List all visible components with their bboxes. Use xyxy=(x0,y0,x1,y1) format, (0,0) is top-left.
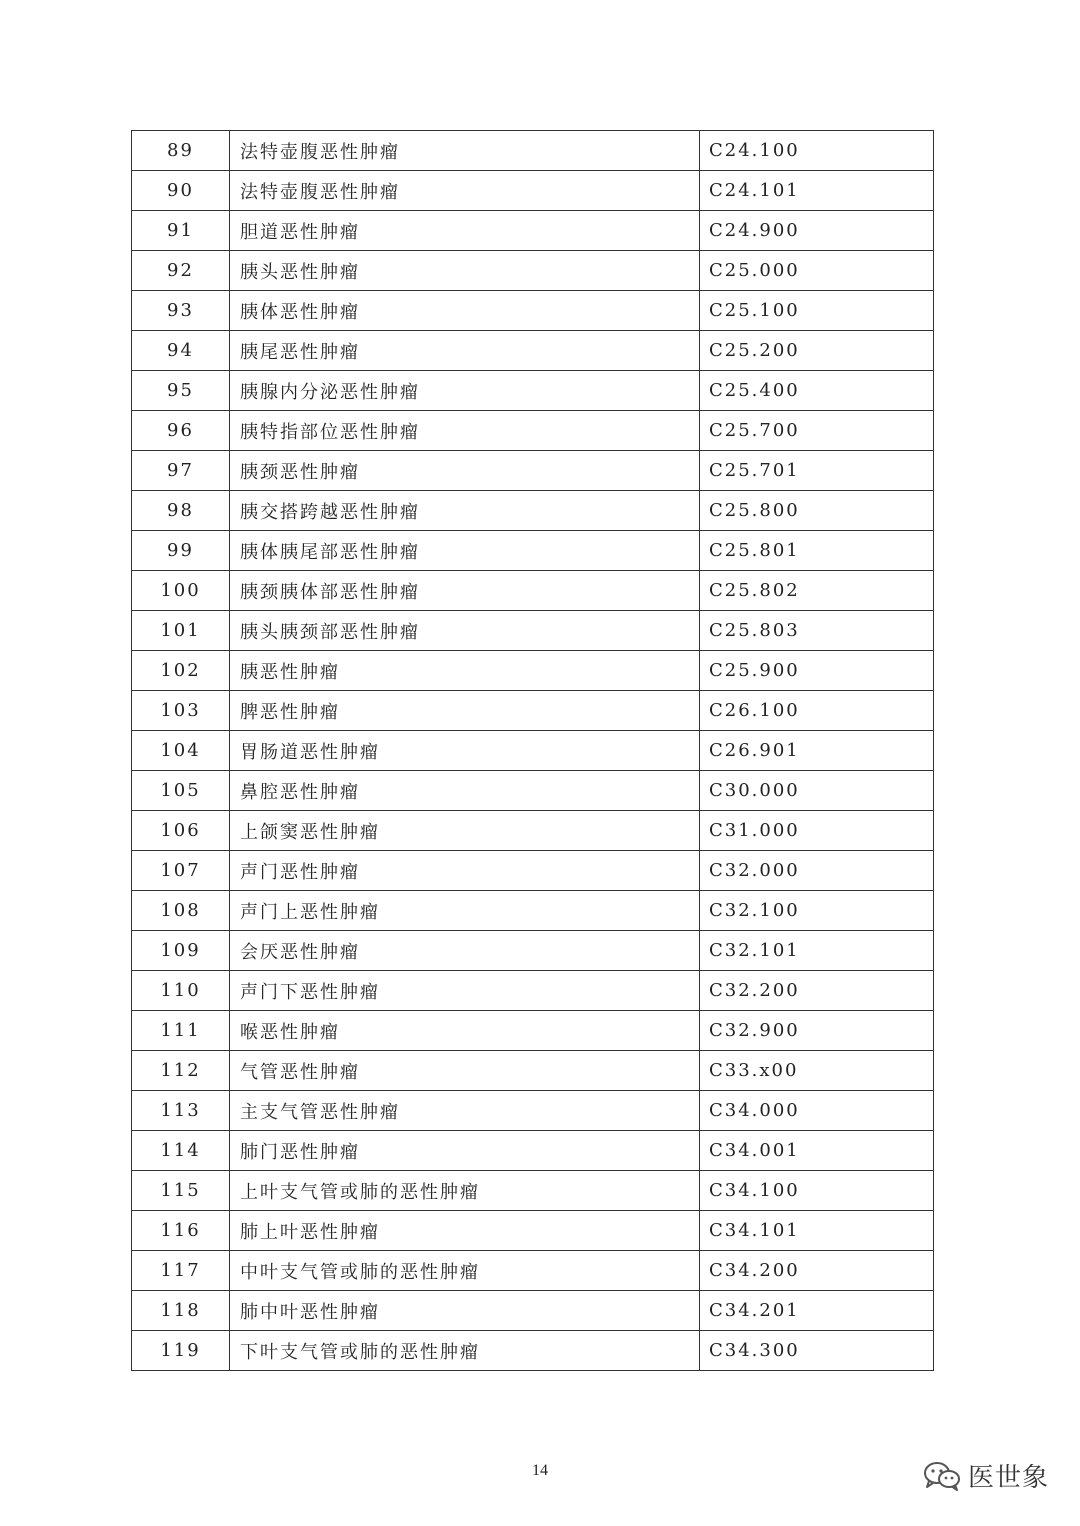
table-row xyxy=(132,771,934,811)
table-row xyxy=(132,1171,934,1211)
table-row xyxy=(132,1131,934,1171)
diagnosis-code-cell: C24.101 xyxy=(700,171,934,211)
diagnosis-name-cell: 法特壶腹恶性肿瘤 xyxy=(230,131,700,171)
watermark xyxy=(922,1457,1049,1494)
row-number-cell: 105 xyxy=(132,771,230,811)
row-number-cell: 99 xyxy=(132,531,230,571)
table-row xyxy=(132,1331,934,1371)
diagnosis-code-cell: C32.100 xyxy=(700,891,934,931)
diagnosis-name-cell: 上颌窦恶性肿瘤 xyxy=(230,811,700,851)
diagnosis-code-cell: C32.900 xyxy=(700,1011,934,1051)
row-number-cell: 97 xyxy=(132,451,230,491)
table-row xyxy=(132,651,934,691)
diagnosis-name-cell: 肺中叶恶性肿瘤 xyxy=(230,1291,700,1331)
diagnosis-code-cell: C34.101 xyxy=(700,1211,934,1251)
table-row xyxy=(132,971,934,1011)
row-number-cell: 107 xyxy=(132,851,230,891)
table-row xyxy=(132,1051,934,1091)
row-number-cell: 119 xyxy=(132,1331,230,1371)
diagnosis-code-cell: C34.200 xyxy=(700,1251,934,1291)
diagnosis-name-cell: 主支气管恶性肿瘤 xyxy=(230,1091,700,1131)
diagnosis-code-cell: C25.700 xyxy=(700,411,934,451)
row-number-cell: 106 xyxy=(132,811,230,851)
row-number-cell: 94 xyxy=(132,331,230,371)
diagnosis-code-cell: C33.x00 xyxy=(700,1051,934,1091)
table-row xyxy=(132,1011,934,1051)
row-number-cell: 102 xyxy=(132,651,230,691)
diagnosis-name-cell: 上叶支气管或肺的恶性肿瘤 xyxy=(230,1171,700,1211)
diagnosis-name-cell: 中叶支气管或肺的恶性肿瘤 xyxy=(230,1251,700,1291)
row-number-cell: 93 xyxy=(132,291,230,331)
diagnosis-name-cell: 胆道恶性肿瘤 xyxy=(230,211,700,251)
table-row xyxy=(132,491,934,531)
table-row xyxy=(132,571,934,611)
row-number-cell: 91 xyxy=(132,211,230,251)
diagnosis-name-cell: 胰恶性肿瘤 xyxy=(230,651,700,691)
row-number-cell: 104 xyxy=(132,731,230,771)
diagnosis-code-cell: C31.000 xyxy=(700,811,934,851)
diagnosis-name-cell: 法特壶腹恶性肿瘤 xyxy=(230,171,700,211)
row-number-cell: 101 xyxy=(132,611,230,651)
row-number-cell: 96 xyxy=(132,411,230,451)
diagnosis-name-cell: 会厌恶性肿瘤 xyxy=(230,931,700,971)
diagnosis-code-cell: C26.100 xyxy=(700,691,934,731)
table-row xyxy=(132,931,934,971)
row-number-cell: 108 xyxy=(132,891,230,931)
diagnosis-name-cell: 肺上叶恶性肿瘤 xyxy=(230,1211,700,1251)
diagnosis-name-cell: 胰体胰尾部恶性肿瘤 xyxy=(230,531,700,571)
row-number-cell: 89 xyxy=(132,131,230,171)
diagnosis-code-cell: C25.100 xyxy=(700,291,934,331)
row-number-cell: 90 xyxy=(132,171,230,211)
row-number-cell: 116 xyxy=(132,1211,230,1251)
wechat-icon xyxy=(922,1460,962,1492)
icd-code-table xyxy=(131,130,934,1371)
row-number-cell: 113 xyxy=(132,1091,230,1131)
row-number-cell: 111 xyxy=(132,1011,230,1051)
diagnosis-name-cell: 胰特指部位恶性肿瘤 xyxy=(230,411,700,451)
diagnosis-name-cell: 声门上恶性肿瘤 xyxy=(230,891,700,931)
diagnosis-code-cell: C25.400 xyxy=(700,371,934,411)
table-row xyxy=(132,251,934,291)
diagnosis-name-cell: 胰颈恶性肿瘤 xyxy=(230,451,700,491)
diagnosis-code-cell: C25.701 xyxy=(700,451,934,491)
diagnosis-name-cell: 喉恶性肿瘤 xyxy=(230,1011,700,1051)
table-row xyxy=(132,451,934,491)
diagnosis-code-cell: C25.802 xyxy=(700,571,934,611)
diagnosis-code-cell: C24.100 xyxy=(700,131,934,171)
table-row xyxy=(132,1211,934,1251)
row-number-cell: 95 xyxy=(132,371,230,411)
diagnosis-name-cell: 胰头恶性肿瘤 xyxy=(230,251,700,291)
diagnosis-name-cell: 胰尾恶性肿瘤 xyxy=(230,331,700,371)
diagnosis-code-cell: C30.000 xyxy=(700,771,934,811)
diagnosis-code-cell: C32.000 xyxy=(700,851,934,891)
row-number-cell: 100 xyxy=(132,571,230,611)
diagnosis-name-cell: 胰体恶性肿瘤 xyxy=(230,291,700,331)
diagnosis-code-cell: C25.803 xyxy=(700,611,934,651)
table-row xyxy=(132,891,934,931)
row-number-cell: 112 xyxy=(132,1051,230,1091)
diagnosis-name-cell: 鼻腔恶性肿瘤 xyxy=(230,771,700,811)
table-row xyxy=(132,331,934,371)
diagnosis-name-cell: 声门恶性肿瘤 xyxy=(230,851,700,891)
diagnosis-code-cell: C34.001 xyxy=(700,1131,934,1171)
table-row xyxy=(132,1091,934,1131)
row-number-cell: 92 xyxy=(132,251,230,291)
table-row xyxy=(132,1291,934,1331)
table-row xyxy=(132,1251,934,1291)
diagnosis-code-cell: C26.901 xyxy=(700,731,934,771)
diagnosis-code-cell: C34.000 xyxy=(700,1091,934,1131)
diagnosis-code-cell: C25.800 xyxy=(700,491,934,531)
diagnosis-code-cell: C25.900 xyxy=(700,651,934,691)
row-number-cell: 98 xyxy=(132,491,230,531)
diagnosis-name-cell: 气管恶性肿瘤 xyxy=(230,1051,700,1091)
table-row xyxy=(132,411,934,451)
row-number-cell: 114 xyxy=(132,1131,230,1171)
table-row xyxy=(132,531,934,571)
diagnosis-code-cell: C32.101 xyxy=(700,931,934,971)
diagnosis-code-cell: C25.801 xyxy=(700,531,934,571)
diagnosis-code-cell: C25.200 xyxy=(700,331,934,371)
row-number-cell: 118 xyxy=(132,1291,230,1331)
diagnosis-code-cell: C24.900 xyxy=(700,211,934,251)
diagnosis-name-cell: 下叶支气管或肺的恶性肿瘤 xyxy=(230,1331,700,1371)
diagnosis-code-cell: C34.201 xyxy=(700,1291,934,1331)
diagnosis-name-cell: 胃肠道恶性肿瘤 xyxy=(230,731,700,771)
row-number-cell: 117 xyxy=(132,1251,230,1291)
diagnosis-name-cell: 声门下恶性肿瘤 xyxy=(230,971,700,1011)
watermark-text: 医世象 xyxy=(968,1463,1050,1493)
diagnosis-name-cell: 胰交搭跨越恶性肿瘤 xyxy=(230,491,700,531)
diagnosis-name-cell: 胰颈胰体部恶性肿瘤 xyxy=(230,571,700,611)
table-row xyxy=(132,371,934,411)
table-row xyxy=(132,731,934,771)
table-row xyxy=(132,171,934,211)
diagnosis-code-cell: C32.200 xyxy=(700,971,934,1011)
table-row xyxy=(132,131,934,171)
table-row xyxy=(132,811,934,851)
row-number-cell: 115 xyxy=(132,1171,230,1211)
diagnosis-name-cell: 脾恶性肿瘤 xyxy=(230,691,700,731)
diagnosis-name-cell: 肺门恶性肿瘤 xyxy=(230,1131,700,1171)
table-row xyxy=(132,851,934,891)
table-row xyxy=(132,211,934,251)
page-number: 14 xyxy=(532,1462,548,1479)
table-row xyxy=(132,691,934,731)
table-row xyxy=(132,291,934,331)
row-number-cell: 103 xyxy=(132,691,230,731)
diagnosis-code-cell: C25.000 xyxy=(700,251,934,291)
table-body xyxy=(132,131,934,1371)
diagnosis-name-cell: 胰腺内分泌恶性肿瘤 xyxy=(230,371,700,411)
diagnosis-name-cell: 胰头胰颈部恶性肿瘤 xyxy=(230,611,700,651)
row-number-cell: 110 xyxy=(132,971,230,1011)
row-number-cell: 109 xyxy=(132,931,230,971)
diagnosis-code-cell: C34.100 xyxy=(700,1171,934,1211)
table-row xyxy=(132,611,934,651)
diagnosis-code-cell: C34.300 xyxy=(700,1331,934,1371)
